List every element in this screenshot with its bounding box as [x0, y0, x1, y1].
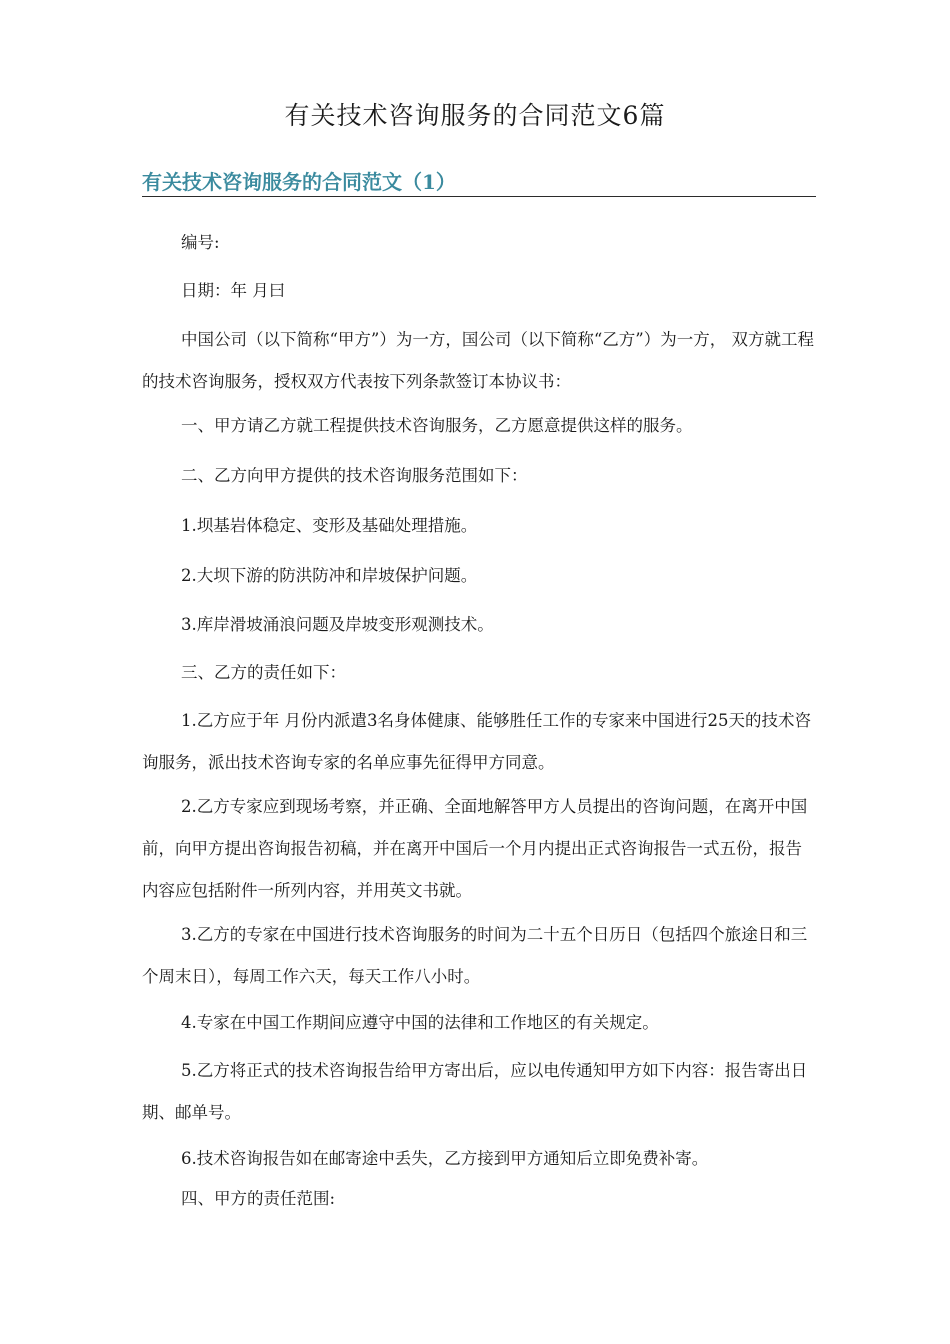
- paragraph-duty-3: 3.乙方的专家在中国进行技术咨询服务的时间为二十五个日历日（包括四个旅途日和三个周末日），每周工作六天，每天工作八小时。: [142, 925, 808, 986]
- paragraph-clause-1: 一、甲方请乙方就工程提供技术咨询服务，乙方愿意提供这样的服务。: [181, 416, 693, 435]
- paragraph-duty-5: 5.乙方将正式的技术咨询报告给甲方寄出后，应以电传通知甲方如下内容：报告寄出日期、邮单号。: [142, 1061, 808, 1122]
- paragraph-parties: 中国公司（以下简称“甲方”）为一方，国公司（以下简称“乙方”）为一方， 双方就工程的技术咨询服务，授权双方代表按下列条款签订本协议书：: [142, 330, 814, 391]
- paragraph-scope-1: 1.坝基岩体稳定、变形及基础处理措施。: [181, 516, 478, 535]
- document-title: 有关技术咨询服务的合同范文6篇: [284, 101, 666, 130]
- paragraph-duty-4: 4.专家在中国工作期间应遵守中国的法律和工作地区的有关规定。: [181, 1013, 659, 1032]
- paragraph-scope-2: 2.大坝下游的防洪防冲和岸坡保护问题。: [181, 566, 478, 585]
- section-heading: 有关技术咨询服务的合同范文（1）: [142, 170, 816, 197]
- paragraph-duty-6: 6.技术咨询报告如在邮寄途中丢失，乙方接到甲方通知后立即免费补寄。: [181, 1149, 709, 1168]
- paragraph-clause-4: 四、甲方的责任范围:: [181, 1189, 336, 1208]
- paragraph-duty-2: 2.乙方专家应到现场考察，并正确、全面地解答甲方人员提出的咨询问题，在离开中国前，向甲方提出咨询报告初稿，并在离开中国后一个月内提出正式咨询报告一式五份，报告内容应包括附件一所列内容，并用英文书就。: [142, 797, 808, 900]
- paragraph-clause-2: 二、乙方向甲方提供的技术咨询服务范围如下：: [181, 466, 528, 485]
- paragraph-clause-3: 三、乙方的责任如下：: [181, 663, 346, 682]
- paragraph-duty-1: 1.乙方应于年 月份内派遣3名身体健康、能够胜任工作的专家来中国进行25天的技术咨询服务，派出技术咨询专家的名单应事先征得甲方同意。: [142, 711, 811, 772]
- paragraph-date: 日期：年 月曰: [181, 281, 286, 300]
- paragraph-scope-3: 3.库岸滑坡涌浪问题及岸坡变形观测技术。: [181, 615, 494, 634]
- paragraph-number: 编号:: [181, 233, 220, 252]
